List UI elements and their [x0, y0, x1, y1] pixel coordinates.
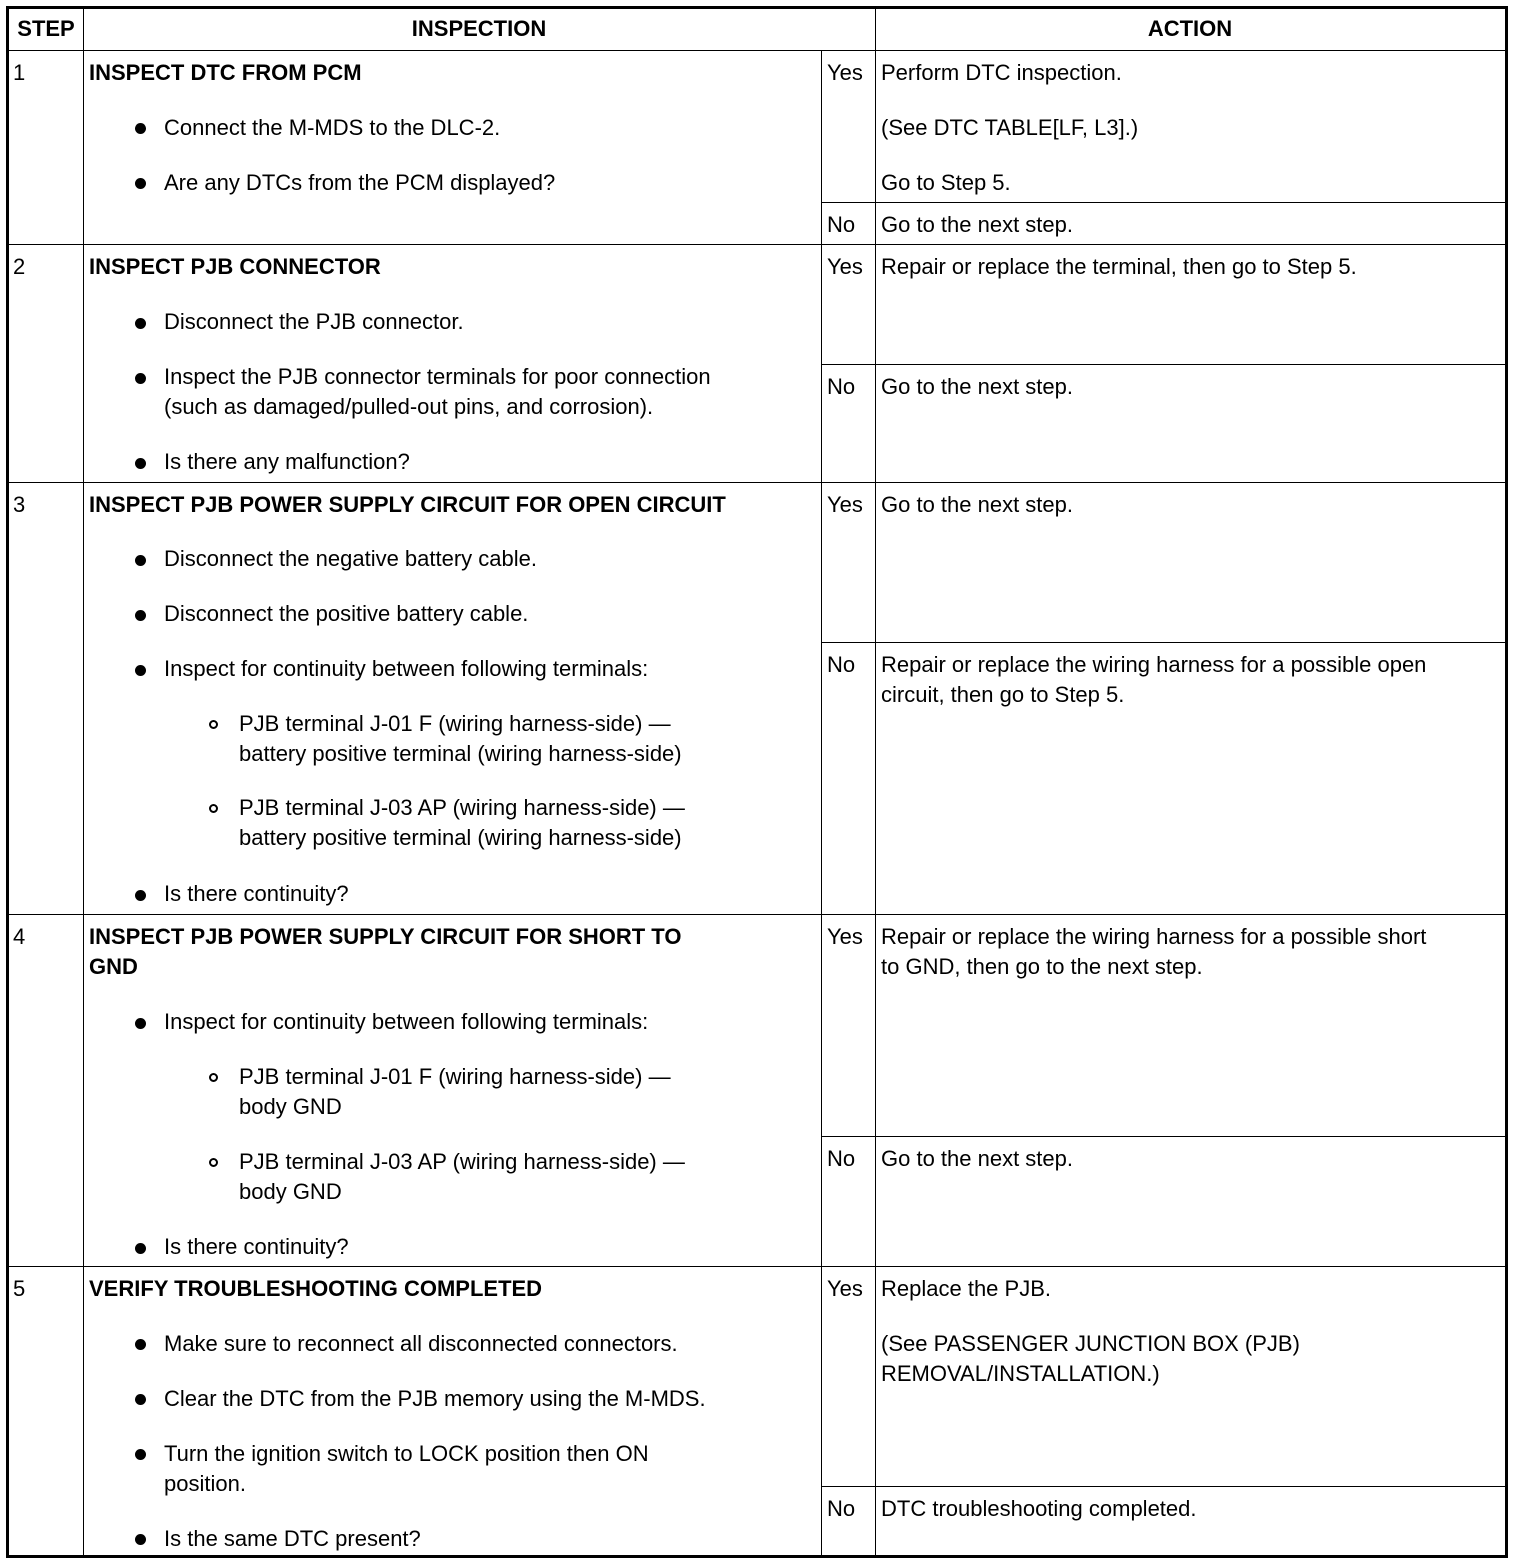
- yes-label: Yes: [827, 1276, 863, 1301]
- yes-action: Repair or replace the wiring harness for a possible short: [881, 924, 1427, 949]
- inspection-subitem: PJB terminal J-03 AP (wiring harness-side) —: [239, 1149, 685, 1174]
- no-action: circuit, then go to Step 5.: [881, 682, 1125, 707]
- yes-label: Yes: [827, 492, 863, 517]
- inspection-item: Inspect the PJB connector terminals for poor connection: [164, 364, 711, 389]
- inspection-item: Are any DTCs from the PCM displayed?: [164, 170, 556, 195]
- bullet-icon: [135, 373, 146, 384]
- yes-action: REMOVAL/INSTALLATION.): [881, 1361, 1160, 1386]
- inspection-subitem: body GND: [239, 1094, 342, 1119]
- no-label: No: [827, 1146, 856, 1171]
- inspection-item: Turn the ignition switch to LOCK position then ON: [164, 1441, 649, 1466]
- row-divider-1: [9, 244, 1505, 245]
- bullet-icon: [135, 123, 146, 134]
- yesno-divider-5: [821, 1486, 1505, 1487]
- inspection-item: Connect the M-MDS to the DLC-2.: [164, 115, 501, 140]
- bullet-icon: [135, 1534, 146, 1545]
- col-divider-inspection: [875, 9, 876, 1555]
- col-divider-yesno: [821, 50, 822, 1555]
- row-divider-4: [9, 1266, 1505, 1267]
- header-action: ACTION: [1147, 16, 1233, 41]
- inspection-subitem: PJB terminal J-01 F (wiring harness-side) —: [239, 711, 671, 736]
- yes-action: (See PASSENGER JUNCTION BOX (PJB): [881, 1331, 1300, 1356]
- inspection-item: Disconnect the negative battery cable.: [164, 546, 538, 571]
- yesno-divider-3: [821, 642, 1505, 643]
- inspection-item: (such as damaged/pulled-out pins, and corrosion).: [164, 394, 654, 419]
- yesno-divider-4: [821, 1136, 1505, 1137]
- bullet-icon: [135, 1449, 146, 1460]
- inspection-item: Is there continuity?: [164, 1234, 349, 1259]
- inspection-item: Inspect for continuity between following terminals:: [164, 1009, 649, 1034]
- yes-label: Yes: [827, 924, 863, 949]
- inspection-item: Disconnect the positive battery cable.: [164, 601, 529, 626]
- header-step: STEP: [17, 16, 75, 41]
- inspection-item: Is the same DTC present?: [164, 1526, 421, 1551]
- bullet-icon: [135, 665, 146, 676]
- sub-bullet-icon: [209, 1158, 218, 1167]
- yes-action: Go to Step 5.: [881, 170, 1011, 195]
- inspection-item: Is there continuity?: [164, 881, 349, 906]
- step-title: INSPECT PJB POWER SUPPLY CIRCUIT FOR OPEN CIRCUIT: [89, 492, 726, 517]
- yesno-divider-2: [821, 364, 1505, 365]
- row-divider-header: [9, 50, 1505, 51]
- inspection-item: Is there any malfunction?: [164, 449, 410, 474]
- inspection-item: Disconnect the PJB connector.: [164, 309, 464, 334]
- step-number: 5: [13, 1276, 26, 1301]
- bullet-icon: [135, 1018, 146, 1029]
- yes-action: (See DTC TABLE[LF, L3].): [881, 115, 1139, 140]
- yes-action: Perform DTC inspection.: [881, 60, 1122, 85]
- bullet-icon: [135, 610, 146, 621]
- step-number: 4: [13, 924, 26, 949]
- step-number: 1: [13, 60, 26, 85]
- no-action: Go to the next step.: [881, 374, 1074, 399]
- sub-bullet-icon: [209, 804, 218, 813]
- step-number: 2: [13, 254, 26, 279]
- step-title: INSPECT PJB CONNECTOR: [89, 254, 381, 279]
- inspection-item: position.: [164, 1471, 246, 1496]
- no-action: Go to the next step.: [881, 212, 1074, 237]
- bullet-icon: [135, 458, 146, 469]
- inspection-item: Inspect for continuity between following terminals:: [164, 656, 649, 681]
- yes-action: to GND, then go to the next step.: [881, 954, 1203, 979]
- inspection-subitem: PJB terminal J-01 F (wiring harness-side) —: [239, 1064, 671, 1089]
- step-title: VERIFY TROUBLESHOOTING COMPLETED: [89, 1276, 543, 1301]
- col-divider-step: [83, 9, 84, 1555]
- bullet-icon: [135, 1339, 146, 1350]
- troubleshooting-table: [6, 6, 1508, 1558]
- yes-action: Repair or replace the terminal, then go to Step 5.: [881, 254, 1357, 279]
- bullet-icon: [135, 555, 146, 566]
- row-divider-2: [9, 482, 1505, 483]
- row-divider-3: [9, 914, 1505, 915]
- bullet-icon: [135, 890, 146, 901]
- step-title: INSPECT DTC FROM PCM: [89, 60, 362, 85]
- inspection-item: Clear the DTC from the PJB memory using the M-MDS.: [164, 1386, 706, 1411]
- bullet-icon: [135, 178, 146, 189]
- no-label: No: [827, 374, 856, 399]
- yes-label: Yes: [827, 60, 863, 85]
- bullet-icon: [135, 318, 146, 329]
- no-label: No: [827, 1496, 856, 1521]
- inspection-subitem: body GND: [239, 1179, 342, 1204]
- step-title: GND: [89, 954, 138, 979]
- yes-action: Replace the PJB.: [881, 1276, 1051, 1301]
- inspection-subitem: battery positive terminal (wiring harness-side): [239, 825, 682, 850]
- inspection-item: Make sure to reconnect all disconnected connectors.: [164, 1331, 678, 1356]
- bullet-icon: [135, 1394, 146, 1405]
- no-label: No: [827, 652, 856, 677]
- bullet-icon: [135, 1243, 146, 1254]
- inspection-subitem: battery positive terminal (wiring harness-side): [239, 741, 682, 766]
- header-inspection: INSPECTION: [411, 16, 547, 41]
- no-action: Repair or replace the wiring harness for a possible open: [881, 652, 1427, 677]
- step-title: INSPECT PJB POWER SUPPLY CIRCUIT FOR SHORT TO: [89, 924, 682, 949]
- sub-bullet-icon: [209, 720, 218, 729]
- step-number: 3: [13, 492, 26, 517]
- no-action: Go to the next step.: [881, 1146, 1074, 1171]
- inspection-subitem: PJB terminal J-03 AP (wiring harness-side) —: [239, 795, 685, 820]
- yes-label: Yes: [827, 254, 863, 279]
- yesno-divider-1: [821, 202, 1505, 203]
- sub-bullet-icon: [209, 1073, 218, 1082]
- yes-action: Go to the next step.: [881, 492, 1074, 517]
- no-action: DTC troubleshooting completed.: [881, 1496, 1197, 1521]
- no-label: No: [827, 212, 856, 237]
